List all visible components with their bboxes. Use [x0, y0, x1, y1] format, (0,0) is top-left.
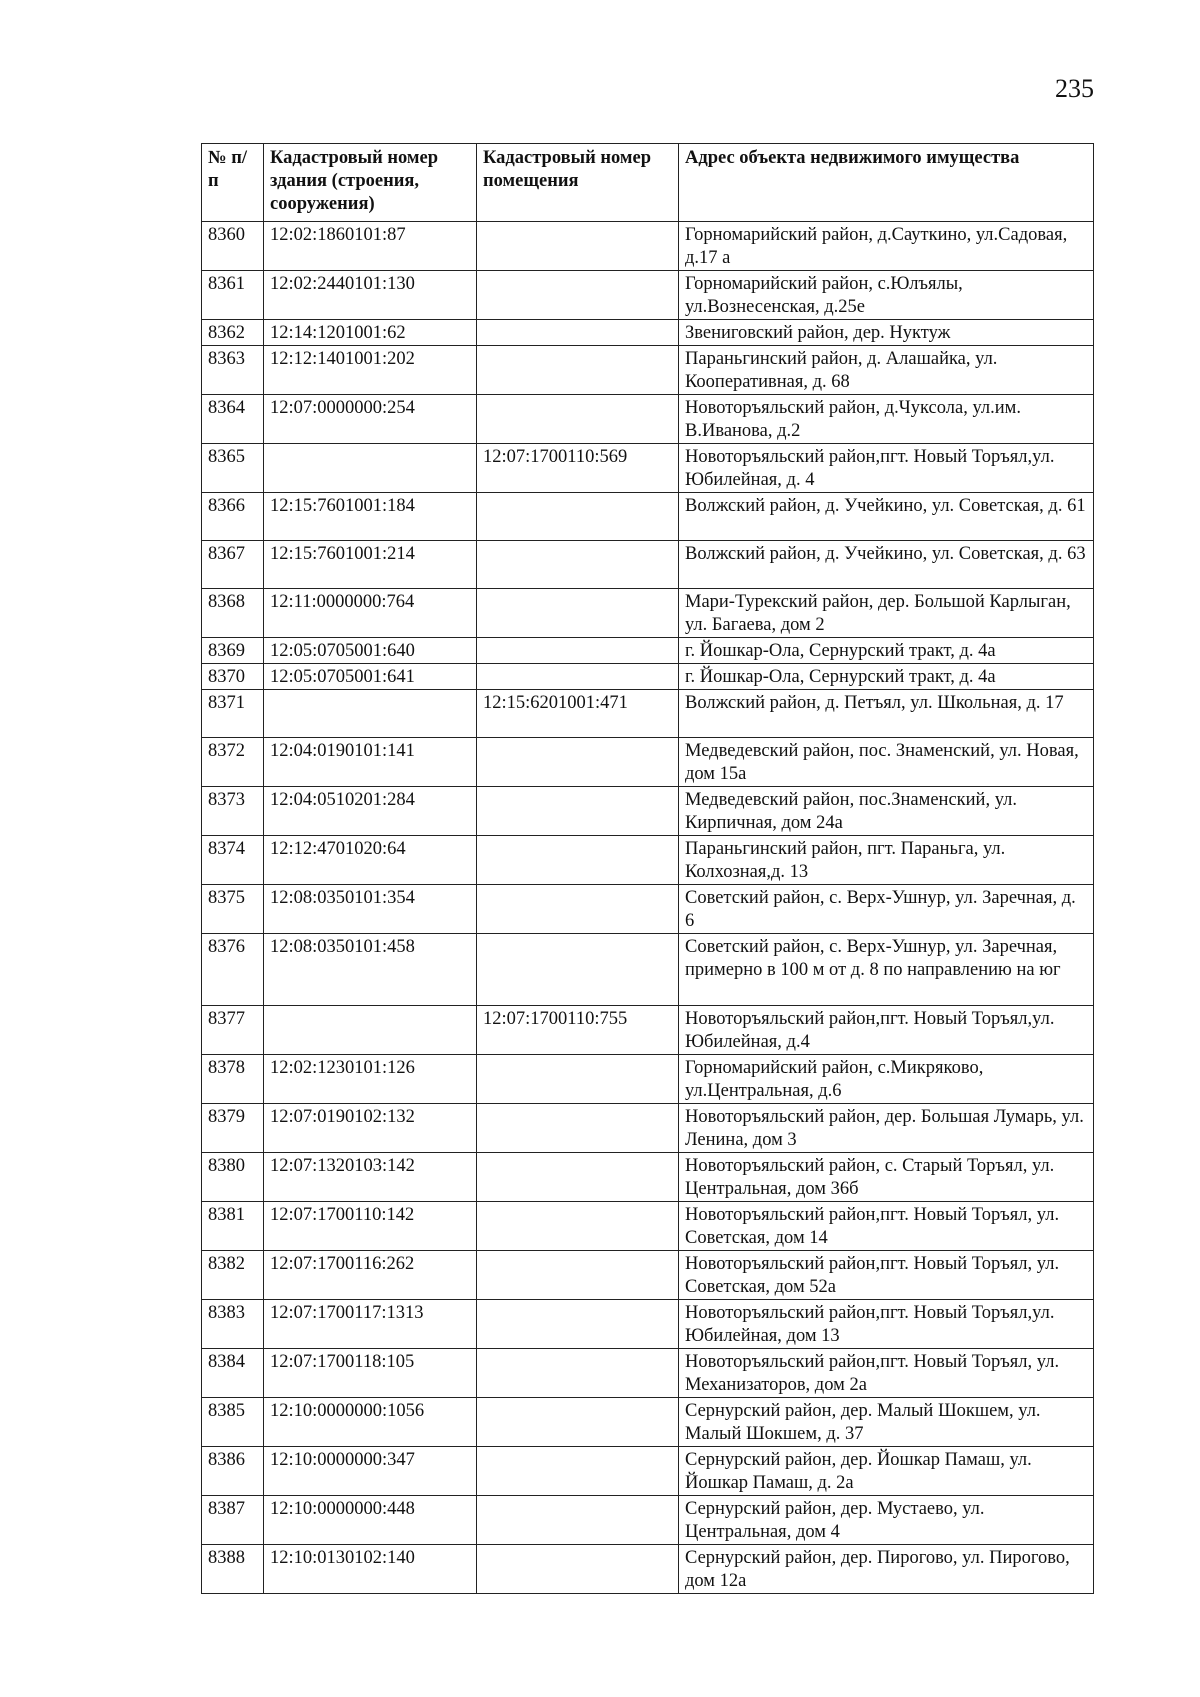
- table-row: [202, 664, 1094, 690]
- building-cadastral-cell: 12:07:1700110:142: [264, 1202, 477, 1251]
- row-number-cell: 8388: [202, 1545, 264, 1594]
- table-row: [202, 1398, 1094, 1447]
- table-row: [202, 271, 1094, 320]
- premises-cadastral-cell: [477, 1398, 679, 1447]
- premises-cadastral-cell: [477, 885, 679, 934]
- table-row: [202, 1104, 1094, 1153]
- address-cell: Новоторъяльский район, д.Чуксола, ул.им. В.Иванова, д.2: [679, 395, 1094, 444]
- address-cell: Сернурский район, дер. Мустаево, ул. Центральная, дом 4: [679, 1496, 1094, 1545]
- premises-cadastral-cell: [477, 1104, 679, 1153]
- building-cadastral-cell: 12:12:4701020:64: [264, 836, 477, 885]
- table-row: [202, 1006, 1094, 1055]
- building-cadastral-cell: 12:07:1700116:262: [264, 1251, 477, 1300]
- row-number-cell: 8366: [202, 493, 264, 541]
- premises-cadastral-cell: [477, 222, 679, 271]
- row-number-cell: 8364: [202, 395, 264, 444]
- premises-cadastral-cell: 12:07:1700110:569: [477, 444, 679, 493]
- building-cadastral-cell: 12:08:0350101:458: [264, 934, 477, 1006]
- premises-cadastral-cell: [477, 271, 679, 320]
- building-cadastral-cell: 12:02:1860101:87: [264, 222, 477, 271]
- table-row: [202, 738, 1094, 787]
- building-cadastral-cell: 12:14:1201001:62: [264, 320, 477, 346]
- building-cadastral-cell: 12:04:0510201:284: [264, 787, 477, 836]
- row-number-cell: 8362: [202, 320, 264, 346]
- address-cell: г. Йошкар-Ола, Сернурский тракт, д. 4а: [679, 638, 1094, 664]
- table-row: [202, 1153, 1094, 1202]
- address-cell: Новоторъяльский район,пгт. Новый Торъял, ул. Советская, дом 14: [679, 1202, 1094, 1251]
- premises-cadastral-cell: [477, 787, 679, 836]
- row-number-cell: 8368: [202, 589, 264, 638]
- premises-cadastral-cell: [477, 638, 679, 664]
- header-number: № п/п: [202, 144, 264, 222]
- premises-cadastral-cell: 12:07:1700110:755: [477, 1006, 679, 1055]
- address-cell: Волжский район, д. Петъял, ул. Школьная, д. 17: [679, 690, 1094, 738]
- address-cell: Горномарийский район, с.Микряково, ул.Центральная, д.6: [679, 1055, 1094, 1104]
- building-cadastral-cell: 12:07:1320103:142: [264, 1153, 477, 1202]
- address-cell: Сернурский район, дер. Йошкар Памаш, ул. Йошкар Памаш, д. 2а: [679, 1447, 1094, 1496]
- premises-cadastral-cell: [477, 346, 679, 395]
- table-row: [202, 1055, 1094, 1104]
- table-row: [202, 346, 1094, 395]
- table-row: [202, 320, 1094, 346]
- table-row: [202, 589, 1094, 638]
- premises-cadastral-cell: [477, 934, 679, 1006]
- row-number-cell: 8369: [202, 638, 264, 664]
- premises-cadastral-cell: [477, 1251, 679, 1300]
- address-cell: Параньгинский район, д. Алашайка, ул. Кооперативная, д. 68: [679, 346, 1094, 395]
- address-cell: Новоторъяльский район, дер. Большая Лумарь, ул. Ленина, дом 3: [679, 1104, 1094, 1153]
- table-row: [202, 541, 1094, 589]
- row-number-cell: 8373: [202, 787, 264, 836]
- building-cadastral-cell: 12:15:7601001:214: [264, 541, 477, 589]
- building-cadastral-cell: 12:02:2440101:130: [264, 271, 477, 320]
- premises-cadastral-cell: [477, 493, 679, 541]
- row-number-cell: 8374: [202, 836, 264, 885]
- premises-cadastral-cell: [477, 541, 679, 589]
- address-cell: Мари-Турекский район, дер. Большой Карлыган, ул. Багаева, дом 2: [679, 589, 1094, 638]
- table-row: [202, 885, 1094, 934]
- row-number-cell: 8384: [202, 1349, 264, 1398]
- address-cell: Горномарийский район, с.Юлъялы, ул.Вознесенская, д.25е: [679, 271, 1094, 320]
- row-number-cell: 8376: [202, 934, 264, 1006]
- table-row: [202, 1349, 1094, 1398]
- table-row: [202, 1447, 1094, 1496]
- table-row: [202, 222, 1094, 271]
- building-cadastral-cell: 12:07:1700117:1313: [264, 1300, 477, 1349]
- header-row: [202, 144, 1094, 222]
- row-number-cell: 8372: [202, 738, 264, 787]
- table-row: [202, 787, 1094, 836]
- building-cadastral-cell: 12:10:0000000:1056: [264, 1398, 477, 1447]
- premises-cadastral-cell: [477, 1447, 679, 1496]
- address-cell: Советский район, с. Верх-Ушнур, ул. Заречная, примерно в 100 м от д. 8 по направлению на юг: [679, 934, 1094, 1006]
- table-row: [202, 493, 1094, 541]
- building-cadastral-cell: 12:15:7601001:184: [264, 493, 477, 541]
- premises-cadastral-cell: [477, 1349, 679, 1398]
- address-cell: Волжский район, д. Учейкино, ул. Советская, д. 61: [679, 493, 1094, 541]
- row-number-cell: 8363: [202, 346, 264, 395]
- building-cadastral-cell: [264, 444, 477, 493]
- address-cell: Советский район, с. Верх-Ушнур, ул. Заречная, д. 6: [679, 885, 1094, 934]
- table-row: [202, 638, 1094, 664]
- building-cadastral-cell: 12:10:0000000:347: [264, 1447, 477, 1496]
- building-cadastral-cell: 12:05:0705001:640: [264, 638, 477, 664]
- table-row: [202, 690, 1094, 738]
- table-row: [202, 1202, 1094, 1251]
- table-row: [202, 836, 1094, 885]
- premises-cadastral-cell: [477, 664, 679, 690]
- address-cell: Новоторъяльский район, с. Старый Торъял, ул. Центральная, дом 36б: [679, 1153, 1094, 1202]
- building-cadastral-cell: 12:04:0190101:141: [264, 738, 477, 787]
- address-cell: Медведевский район, пос. Знаменский, ул. Новая, дом 15а: [679, 738, 1094, 787]
- row-number-cell: 8361: [202, 271, 264, 320]
- premises-cadastral-cell: [477, 1300, 679, 1349]
- building-cadastral-cell: [264, 1006, 477, 1055]
- address-cell: Волжский район, д. Учейкино, ул. Советская, д. 63: [679, 541, 1094, 589]
- premises-cadastral-cell: [477, 395, 679, 444]
- table-row: [202, 395, 1094, 444]
- premises-cadastral-cell: [477, 1055, 679, 1104]
- row-number-cell: 8380: [202, 1153, 264, 1202]
- table-row: [202, 1545, 1094, 1594]
- premises-cadastral-cell: [477, 836, 679, 885]
- row-number-cell: 8367: [202, 541, 264, 589]
- table-row: [202, 1251, 1094, 1300]
- address-cell: Новоторъяльский район,пгт. Новый Торъял,ул. Юбилейная, д.4: [679, 1006, 1094, 1055]
- table-header: [202, 144, 1094, 222]
- header-building-cadastral: Кадастровый номер здания (строения, сооружения): [264, 144, 477, 222]
- row-number-cell: 8377: [202, 1006, 264, 1055]
- address-cell: Сернурский район, дер. Малый Шокшем, ул. Малый Шокшем, д. 37: [679, 1398, 1094, 1447]
- address-cell: Звениговский район, дер. Нуктуж: [679, 320, 1094, 346]
- building-cadastral-cell: 12:07:0190102:132: [264, 1104, 477, 1153]
- row-number-cell: 8385: [202, 1398, 264, 1447]
- row-number-cell: 8383: [202, 1300, 264, 1349]
- table-row: [202, 1300, 1094, 1349]
- building-cadastral-cell: 12:07:1700118:105: [264, 1349, 477, 1398]
- premises-cadastral-cell: [477, 589, 679, 638]
- row-number-cell: 8365: [202, 444, 264, 493]
- row-number-cell: 8381: [202, 1202, 264, 1251]
- header-address: Адрес объекта недвижимого имущества: [679, 144, 1094, 222]
- address-cell: Новоторъяльский район,пгт. Новый Торъял,ул. Юбилейная, дом 13: [679, 1300, 1094, 1349]
- table-row: [202, 1496, 1094, 1545]
- address-cell: Новоторъяльский район,пгт. Новый Торъял, ул. Советская, дом 52а: [679, 1251, 1094, 1300]
- address-cell: Параньгинский район, пгт. Параньга, ул. Колхозная,д. 13: [679, 836, 1094, 885]
- building-cadastral-cell: 12:11:0000000:764: [264, 589, 477, 638]
- header-premises-cadastral: Кадастровый номер помещения: [477, 144, 679, 222]
- address-cell: Медведевский район, пос.Знаменский, ул. Кирпичная, дом 24а: [679, 787, 1094, 836]
- row-number-cell: 8371: [202, 690, 264, 738]
- address-cell: Новоторъяльский район,пгт. Новый Торъял,ул. Юбилейная, д. 4: [679, 444, 1094, 493]
- building-cadastral-cell: 12:05:0705001:641: [264, 664, 477, 690]
- building-cadastral-cell: 12:08:0350101:354: [264, 885, 477, 934]
- row-number-cell: 8370: [202, 664, 264, 690]
- row-number-cell: 8360: [202, 222, 264, 271]
- building-cadastral-cell: 12:02:1230101:126: [264, 1055, 477, 1104]
- premises-cadastral-cell: 12:15:6201001:471: [477, 690, 679, 738]
- row-number-cell: 8386: [202, 1447, 264, 1496]
- premises-cadastral-cell: [477, 1202, 679, 1251]
- table-body: [202, 222, 1094, 1594]
- building-cadastral-cell: [264, 690, 477, 738]
- building-cadastral-cell: 12:10:0000000:448: [264, 1496, 477, 1545]
- address-cell: Горномарийский район, д.Сауткино, ул.Садовая, д.17 а: [679, 222, 1094, 271]
- address-cell: Сернурский район, дер. Пирогово, ул. Пирогово, дом 12а: [679, 1545, 1094, 1594]
- premises-cadastral-cell: [477, 738, 679, 787]
- row-number-cell: 8378: [202, 1055, 264, 1104]
- building-cadastral-cell: 12:12:1401001:202: [264, 346, 477, 395]
- building-cadastral-cell: 12:10:0130102:140: [264, 1545, 477, 1594]
- row-number-cell: 8379: [202, 1104, 264, 1153]
- building-cadastral-cell: 12:07:0000000:254: [264, 395, 477, 444]
- table-row: [202, 934, 1094, 1006]
- address-cell: Новоторъяльский район,пгт. Новый Торъял, ул. Механизаторов, дом 2а: [679, 1349, 1094, 1398]
- table-row: [202, 444, 1094, 493]
- row-number-cell: 8387: [202, 1496, 264, 1545]
- property-registry-table: [201, 143, 1094, 1594]
- row-number-cell: 8375: [202, 885, 264, 934]
- row-number-cell: 8382: [202, 1251, 264, 1300]
- premises-cadastral-cell: [477, 1496, 679, 1545]
- premises-cadastral-cell: [477, 1153, 679, 1202]
- page-number: 235: [1055, 74, 1094, 103]
- premises-cadastral-cell: [477, 320, 679, 346]
- address-cell: г. Йошкар-Ола, Сернурский тракт, д. 4а: [679, 664, 1094, 690]
- premises-cadastral-cell: [477, 1545, 679, 1594]
